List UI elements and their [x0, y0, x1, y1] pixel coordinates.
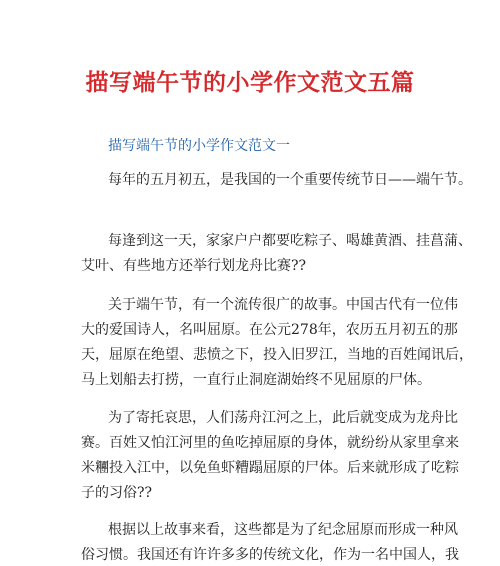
text-line: 为了寄托哀思，人们荡舟江河之上，此后就变成为龙舟比	[108, 410, 458, 426]
paragraph-3	[81, 293, 473, 393]
paragraph-2	[81, 229, 472, 279]
text-line: 关于端午节，有一个流传很广的故事。中国古代有一位伟	[108, 297, 458, 313]
paragraph-1	[81, 168, 472, 193]
text-line: 每年的五月初五，是我国的一个重要传统节日——端午节。	[108, 172, 472, 188]
text-line: 根据以上故事来看，这些都是为了纪念屈原而形成一种风	[108, 522, 458, 538]
text-line: 子的习俗??	[81, 485, 153, 501]
text-line: 每逢到这一天，家家户户都要吃粽子、喝雄黄酒、挂菖蒲、	[108, 233, 472, 249]
text-line: 天，屈原在绝望、悲愤之下，投入旧罗江，当地的百姓闻讯后，	[81, 347, 473, 363]
text-line: 米糰投入江中，以免鱼虾糟蹋屈原的尸体。后来就形成了吃粽	[81, 460, 459, 476]
text-line: 大的爱国诗人，名叫屈原。在公元278年，农历五月初五的那	[81, 322, 458, 338]
text-line: 马上划船去打捞，一直行止洞庭湖始终不见屈原的尸体。	[81, 372, 431, 388]
paragraph-5	[81, 518, 459, 566]
page-title: 描写端午节的小学作文范文五篇	[85, 70, 415, 96]
text-line: 赛。百姓又怕江河里的鱼吃掉屈原的身体，就纷纷从家里拿来	[81, 435, 459, 451]
section-heading: 描写端午节的小学作文范文一	[108, 138, 290, 154]
text-line: 艾叶、有些地方还举行划龙舟比赛??	[81, 258, 307, 274]
text-line: 俗习惯。我国还有许许多多的传统文化，作为一名中国人，我	[81, 547, 459, 563]
paragraph-4	[81, 406, 459, 506]
